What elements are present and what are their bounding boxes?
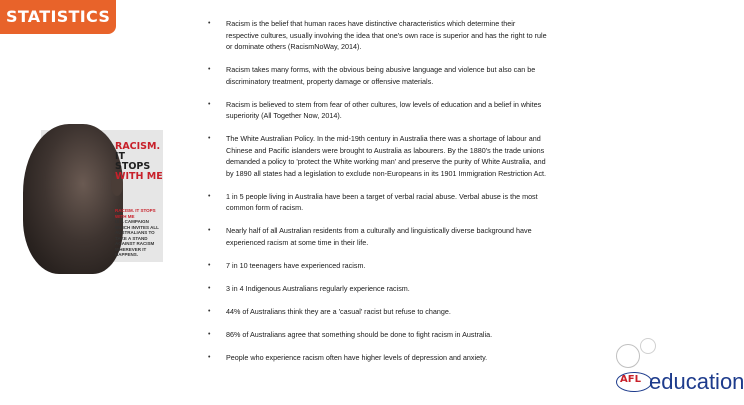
list-item: • 3 in 4 Indigenous Australians regularly experience racism. [208, 283, 548, 295]
portrait-photo [23, 124, 123, 274]
list-item: • 1 in 5 people living in Australia have been a target of verbal racial abuse. Verbal abuse is the most common form of racism. [208, 191, 548, 214]
list-item: • Racism takes many forms, with the obvious being abusive language and violence but also can be discriminatory treatment, property damage or offensive materials. [208, 64, 548, 87]
list-item: • People who experience racism often have higher levels of depression and anxiety. [208, 352, 548, 364]
list-item: • 7 in 10 teenagers have experienced racism. [208, 260, 548, 272]
slogan-line-1: RACISM. [115, 141, 161, 152]
poster-subtext-footer: WHEREVER IT HAPPENS. [115, 246, 147, 257]
list-item: • Racism is believed to stem from fear of other cultures, low levels of education and a belief in whites superiority (All Together Now, 2014). [208, 99, 548, 122]
small-bubble-icon [640, 338, 656, 354]
list-item: • Racism is the belief that human races have distinctive characteristics which determine their respective cultures, usually involving the idea that one's own race is superior and has the right to rule or dominate others (RacismNoWay, 2014). [208, 18, 548, 53]
afl-logo-text: AFL [620, 374, 641, 385]
slogan-line-3: WITH ME [115, 171, 163, 182]
poster-subtext-title: RACISM. IT STOPS WITH ME [115, 208, 156, 219]
list-item: • 86% of Australians agree that something should be done to fight racism in Australia. [208, 329, 548, 341]
statistics-list [208, 18, 548, 375]
poster-subtext [115, 208, 163, 258]
afl-education-logo [616, 352, 744, 405]
list-item: • The White Australian Policy. In the mid-19th century in Australia there was a shortage of labour and Chinese and Pacific islanders were brought to Australia as labourers. By the 1880's the trade unions demanded a policy to 'protect the White working man' and preserve the purity of White Australia, and by 1890 all states had a legislation to exclude non-Europeans in its 1901 Immigration Restriction Act. [208, 133, 548, 179]
bubble-icon [616, 344, 640, 368]
campaign-poster-image [41, 130, 163, 262]
list-item: • 44% of Australians think they are a 'casual' racist but refuse to change. [208, 306, 548, 318]
poster-slogan [115, 142, 163, 182]
poster-subtext-body: IS A CAMPAIGN WHICH INVITES ALL AUSTRALIANS TO TAKE A STAND AGAINST RACISM [115, 219, 159, 246]
slogan-line-2: IT STOPS [115, 151, 151, 172]
education-logo-text: education [649, 369, 744, 394]
page-title: STATISTICS [6, 7, 111, 26]
title-banner [0, 0, 116, 34]
list-item: • Nearly half of all Australian residents from a culturally and linguistically diverse background have experienced racism at some time in their life. [208, 225, 548, 248]
